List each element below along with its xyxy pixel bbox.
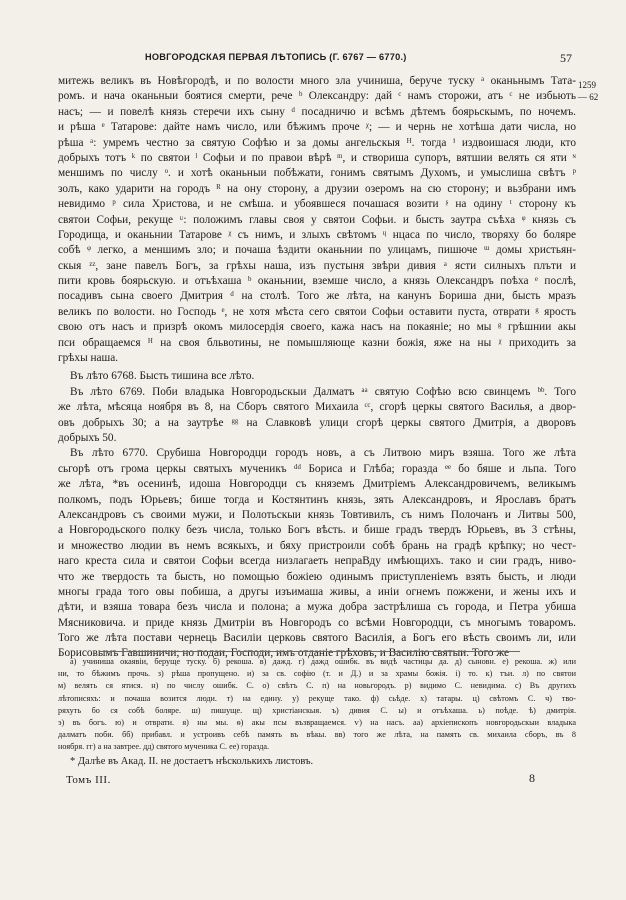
footnote-line: ни, то бѣжимъ прочь. з) рѣша пропущено. и) за св. софію (т. и Д.) и за храмы божія. і) то. к) тъи. л) по святои: [58, 669, 576, 679]
text-line: золъ, како ударити на городъ ᴿ на ону сторону, а друзии озеромъ на сю сторону; и вьзбрани имъ: [58, 182, 576, 195]
text-line: овъ добрыхъ 30; а на заутрѣе ᵍᵍ на Славковѣ улици сгорѣ церкы святого Дмитрія, а дворовъ: [58, 416, 576, 429]
text-line: ромъ. и нача оканьныи боятися смерти, рече ᵇ Олександру: дай ᶜ намъ сторожи, атъ ᶜ не избьють: [58, 90, 576, 103]
text-line: пси обращаемся ᴴ на своя бльвотины, не помышляюще казни божія, яже на ны ᵡ приходить за: [58, 336, 576, 349]
margin-year-range-end: — 62: [578, 92, 599, 102]
text-line: сьгорѣ отъ грома церкы святыхъ мученикъ ᵈᵈ Бориса и Глѣба; гораздa ᵉᵉ бо бяше и льпа. Того: [58, 462, 576, 475]
footnote-line: ряхуть бо ся собѣ боляре. ш) пишуще. щ) христіанскыя. ъ) дивия С. ы) и отъѣхаша. ь) поѣде. ѣ) дмитрія.: [58, 705, 576, 715]
entry-6770: [58, 446, 576, 661]
running-title: НОВГОРОДСКАЯ ПЕРВАЯ ЛѢТОПИСЬ (Г. 6767 — 6770.): [145, 52, 407, 62]
text-line: грѣхы наша.: [58, 352, 119, 365]
text-line: а Новгородьского полку безъ числа, только Богъ вѣсть. и бише градъ твердъ Юрьевъ, въ 3 стѣны,: [58, 524, 576, 537]
footnote-line: а) учиниша окаявіи, беруще туску. б) рекоша. в) дажд. г) дажд ошибк. въ видѣ частицы да. д) сыновн. е) рекоша. ж) или: [70, 657, 576, 666]
text-line: же лѣта, *въ осенинѣ, идоша Новгородци съ княземъ Дмитріемъ Александровичемъ, великымъ: [58, 478, 576, 491]
text-line: Въ лѣто 6770. Срубиша Новгородци городъ новъ, а съ Литвою миръ взяша. Того же лѣта: [70, 447, 576, 460]
text-line: Борисовымъ Гавшиничи; но подаи, Господи, имъ отданіе грѣховъ, и Василію святыи. Того же: [58, 647, 510, 660]
page-number: 57: [560, 51, 572, 65]
missing-leaves-note: * Далѣе въ Акад. II. не достаетъ нѣсколькихъ листовъ.: [70, 756, 314, 767]
text-line: дѣти, и взяша товара безъ числа и полона; а мужа добра застрѣлиша съ города, и Петра убиша: [58, 601, 576, 614]
text-line: Того же лѣта постави чернець Василіи церковь святого Василія, а Богъ его вѣсть своимъ ли, или: [58, 632, 576, 645]
text-line: наго креста сила и святои Софьи всегда низлагаеть непраВду имѣющихъ. такo и сии градъ, нивo-: [58, 555, 576, 568]
entry-6769: [58, 385, 576, 447]
chronicle-text: [58, 74, 576, 662]
text-line: посадивъ сына своего Дмитрия ᵈ на столѣ. Того же лѣта, на канунъ Бориша дни, бысть мразъ: [58, 290, 576, 303]
text-line: Мясниковича. и приде князь Дмитріи въ Новгородъ со всѣми Новгородци, съ многымъ товаромъ.: [58, 616, 576, 629]
volume-label: Томъ III.: [66, 774, 111, 786]
footnote-line: далматъ поби. бб) прибавл. и устроивъ себѣ память въ вѣкы. вв) того же лѣта, на память св. михаила сборъ, въ 8: [58, 730, 576, 740]
text-line: собѣ ᵠ легко, а меншимъ зло; и почаша ѣздити оканьнии по улицамъ, пишюче ᵚ домы христьян-: [58, 244, 576, 257]
footnotes: [58, 656, 576, 754]
text-line: святои Софьи, рекуще ᶸ: положимъ главы своя у святои Софьи. и бысть заутра съѣха ᵠ князь съ: [58, 213, 576, 226]
entry-6768: Въ лѣто 6768. Бысть тишина все лѣто.: [70, 370, 255, 383]
footnote-line: м) велять ся ятися. н) по числу ошибк. С. о) свѣтъ С. п) на новьгородъ. р) видимо С. невидима. с) Въ другихъ: [58, 681, 576, 691]
text-line: Въ лѣто 6769. Поби владыка Новгородьскыи Далматъ ᵃᵃ святую Софѣю всю свинцемъ ᵇᵇ. Того: [70, 385, 576, 398]
footnote-divider: [100, 651, 520, 652]
text-line: добрыхъ 50.: [58, 431, 117, 444]
text-line: многы града того овы побиша, а другы изъимаша живы, а иніи огнемъ пожжени, и жены ихъ и: [58, 585, 576, 598]
text-line: пити кровь боярьскую. и отъѣхаша ᵇ оканьнии, вземше число, а князь Олександръ поѣха ᵉ послѣ,: [58, 275, 576, 288]
footnote-line: э) въ богъ. ю) и отврати. я) ны мы. ѳ) акы псы възвращаемся. ѵ) на насъ. аа) архіепископъ новгородьскыи владыка: [58, 717, 576, 727]
text-line: митежь великъ въ Новѣгородѣ, и по волости много зла учинишa, беруче туску ᵃ оканьнымъ Тата-: [58, 75, 576, 87]
signature-mark: 8: [529, 771, 535, 785]
text-line: Александровъ съ своими мужи, и Полотьскыи князь Товтивилъ, съ нимъ Полочанъ и Литвы 500,: [58, 508, 576, 521]
page-footer: [58, 755, 576, 789]
text-line: невидимо ᵖ сила Христова, и не смѣша. и убоявшеся почашася возити ᶳ на одину ᵗ сторону къ: [58, 198, 576, 211]
page-header: [0, 52, 626, 68]
footnote-line: ноября. гг) а на завтрее. дд) святого мученика С. ее) гораздa.: [58, 742, 270, 752]
text-line: свою отъ насъ и призрѣ окомъ милосердія своего, кажа насъ на покаяніе; но мы ᵍ грѣшнии акы: [58, 321, 576, 334]
text-line: и рѣша ᵉ Татарове: дайте намъ число, или бѣжимъ проче ᵡ; — и чернь не хотѣша дати числа, но: [58, 121, 576, 134]
text-line: скыя ᶻᶻ, зане павелъ Богъ, за грѣхы наша, изъ пустыня звѣри дивия ᵃ ясти силныхъ плъти и: [58, 259, 576, 272]
text-line: что же твердость та бысть, но помощью божіею одинымъ приступленіемъ взять бысть, и люди: [58, 570, 576, 583]
margin-year-range-start: 1259: [578, 80, 596, 90]
text-line: же лѣта, мѣсяца ноября въ 8, на Сборъ святого Михаила ᶜᶜ, сгорѣ церкы святого Василья, а двор-: [58, 401, 576, 414]
text-line: и множество людии въ немъ всякыхъ, и бяху пристроили собѣ брань на градѣ крѣпку; но чест-: [58, 539, 576, 552]
text-line: насъ; — и повелѣ князь стеречи ихъ сыну ᵈ посадничю и всѣмъ дѣтемъ боярьскымъ, по ночемъ.: [58, 105, 576, 118]
footnote-line: лѣтописяхъ: и почаша возится люди. т) на едину. у) рекуще тако. ф) сьѣде. х) татары. ц) свѣтомъ С. ч) тво-: [58, 693, 576, 703]
text-line: великъ по волости. но Господь ᵉ, не хотя мѣста сего святои Софьи оставити пуста, отврати ᵍ ярость: [58, 305, 576, 318]
text-line: Городища, и оканьнии Татарове ᵡ съ нимъ, и злыхъ свѣтомъ ᶣ нцаса по число, творяху бо боляре: [58, 228, 576, 241]
text-line: полкомъ, подъ Юрьевъ; бише тогда и Костянтинъ князь, зять Александровъ, и Ярославъ братъ: [58, 493, 576, 506]
text-line: добрыхъ тотъ ᵏ по святои ˡ Софьи и по правои вѣрѣ ᵐ, и створиша супоръ, вятшии велять ся яти ᶰ: [58, 151, 576, 164]
text-line: рѣша ᵃ: умремъ честно за святую Софѣю и за домы ангельскыя ᴴ. тогда ⁱ издвоишася люди, кто: [58, 136, 576, 149]
chronicle-paragraph-6767: [58, 74, 576, 366]
text-line: меншимъ по числу ᵒ. и хотѣ оканьныи побѣжати, гонимъ святымъ Духомъ, и умыслиша свѣтъ ᵖ: [58, 167, 576, 180]
